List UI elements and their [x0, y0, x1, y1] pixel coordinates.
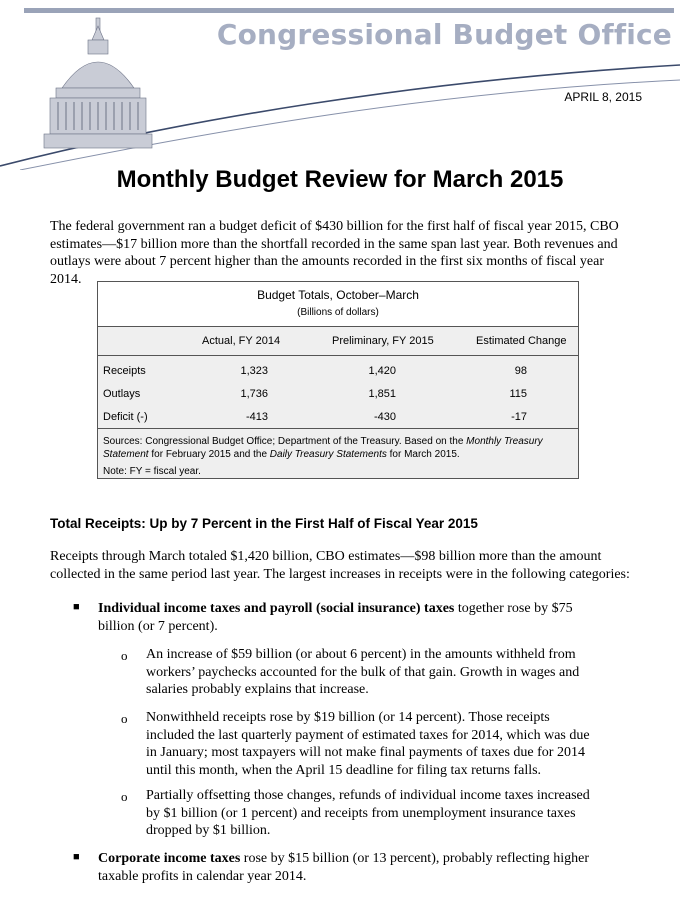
table-column-headers — [98, 327, 578, 356]
table-notes — [98, 429, 578, 478]
table-cell: 1,420 — [368, 365, 396, 377]
table-cell: 115 — [509, 388, 527, 400]
intro-paragraph: The federal government ran a budget deficit of $430 billion for the first half of fiscal year 2015, CBO estimates—$17 billion more than the shortfall recorded in the same span last year. Both revenues and outlays were about 7 percent higher than the amounts recorded in the first six months of fiscal year 2014. — [50, 219, 619, 287]
table-subtitle: (Billions of dollars) — [297, 307, 379, 318]
table-note: Note: FY = fiscal year. — [103, 466, 201, 477]
table-cell: -413 — [245, 411, 268, 423]
budget-totals-table — [97, 281, 579, 479]
table-sources: Sources: Congressional Budget Office; Department of the Treasury. Based on the Monthly Treasury Statement for February 2015 and the Daily Treasury Statements for March 2015. — [103, 436, 543, 460]
table-body — [98, 356, 578, 429]
row-label: Outlays — [103, 388, 141, 400]
sub-bullet-icon: o — [121, 711, 128, 726]
row-label: Deficit (-) — [103, 411, 148, 423]
org-name: Congressional Budget Office — [216, 18, 672, 51]
table-cell: 98 — [514, 365, 527, 377]
table-cell: -430 — [373, 411, 396, 423]
report-date: APRIL 8, 2015 — [564, 90, 642, 104]
table-cell: 1,851 — [368, 388, 396, 400]
bullet-square-icon: ■ — [73, 851, 80, 863]
sub-bullet-icon: o — [121, 648, 128, 663]
bullet-item: Individual income taxes and payroll (social insurance) taxes together rose by $75 billion (or 7 percent). — [98, 601, 573, 634]
column-header: Preliminary, FY 2015 — [332, 335, 434, 347]
table-cell: 1,323 — [240, 365, 268, 377]
sub-bullet-item: Nonwithheld receipts rose by $19 billion (or 14 percent). Those receipts included the last quarterly payment of estimated taxes for 2014, which was due in January; most taxpayers will not make final payments of taxes due for 2014 until this month, when the April 15 deadline for filing tax returns falls. — [146, 710, 590, 778]
sub-bullet-item: An increase of $59 billion (or about 6 percent) in the amounts withheld from workers’ paychecks accounted for the bulk of that gain. Growth in wages and salaries probably explains that increase. — [146, 647, 580, 697]
section-paragraph: Receipts through March totaled $1,420 billion, CBO estimates—$98 billion more than the amount collected in the same period last year. The largest increases in receipts were in the following categories: — [50, 549, 630, 582]
table-header — [98, 282, 578, 327]
sub-bullet-icon: o — [121, 789, 128, 804]
bullet-square-icon: ■ — [73, 601, 80, 613]
bullet-item: Corporate income taxes rose by $15 billion (or 13 percent), probably reflecting higher taxable profits in calendar year 2014. — [98, 851, 590, 884]
table-cell: -17 — [511, 411, 527, 423]
table-row — [98, 388, 578, 406]
row-label: Receipts — [103, 365, 146, 377]
table-row — [98, 365, 578, 383]
section-heading: Total Receipts: Up by 7 Percent in the First Half of Fiscal Year 2015 — [50, 516, 478, 531]
table-row — [98, 411, 578, 429]
table-title: Budget Totals, October–March — [257, 288, 419, 302]
column-header: Estimated Change — [476, 335, 567, 347]
table-cell: 1,736 — [240, 388, 268, 400]
column-header: Actual, FY 2014 — [202, 335, 281, 347]
sub-bullet-item: Partially offsetting those changes, refunds of individual income taxes increased by $1 billion (or 1 percent) and receipts from unemployment insurance taxes dropped by $1 billion. — [146, 788, 590, 838]
page-title: Monthly Budget Review for March 2015 — [116, 166, 564, 193]
